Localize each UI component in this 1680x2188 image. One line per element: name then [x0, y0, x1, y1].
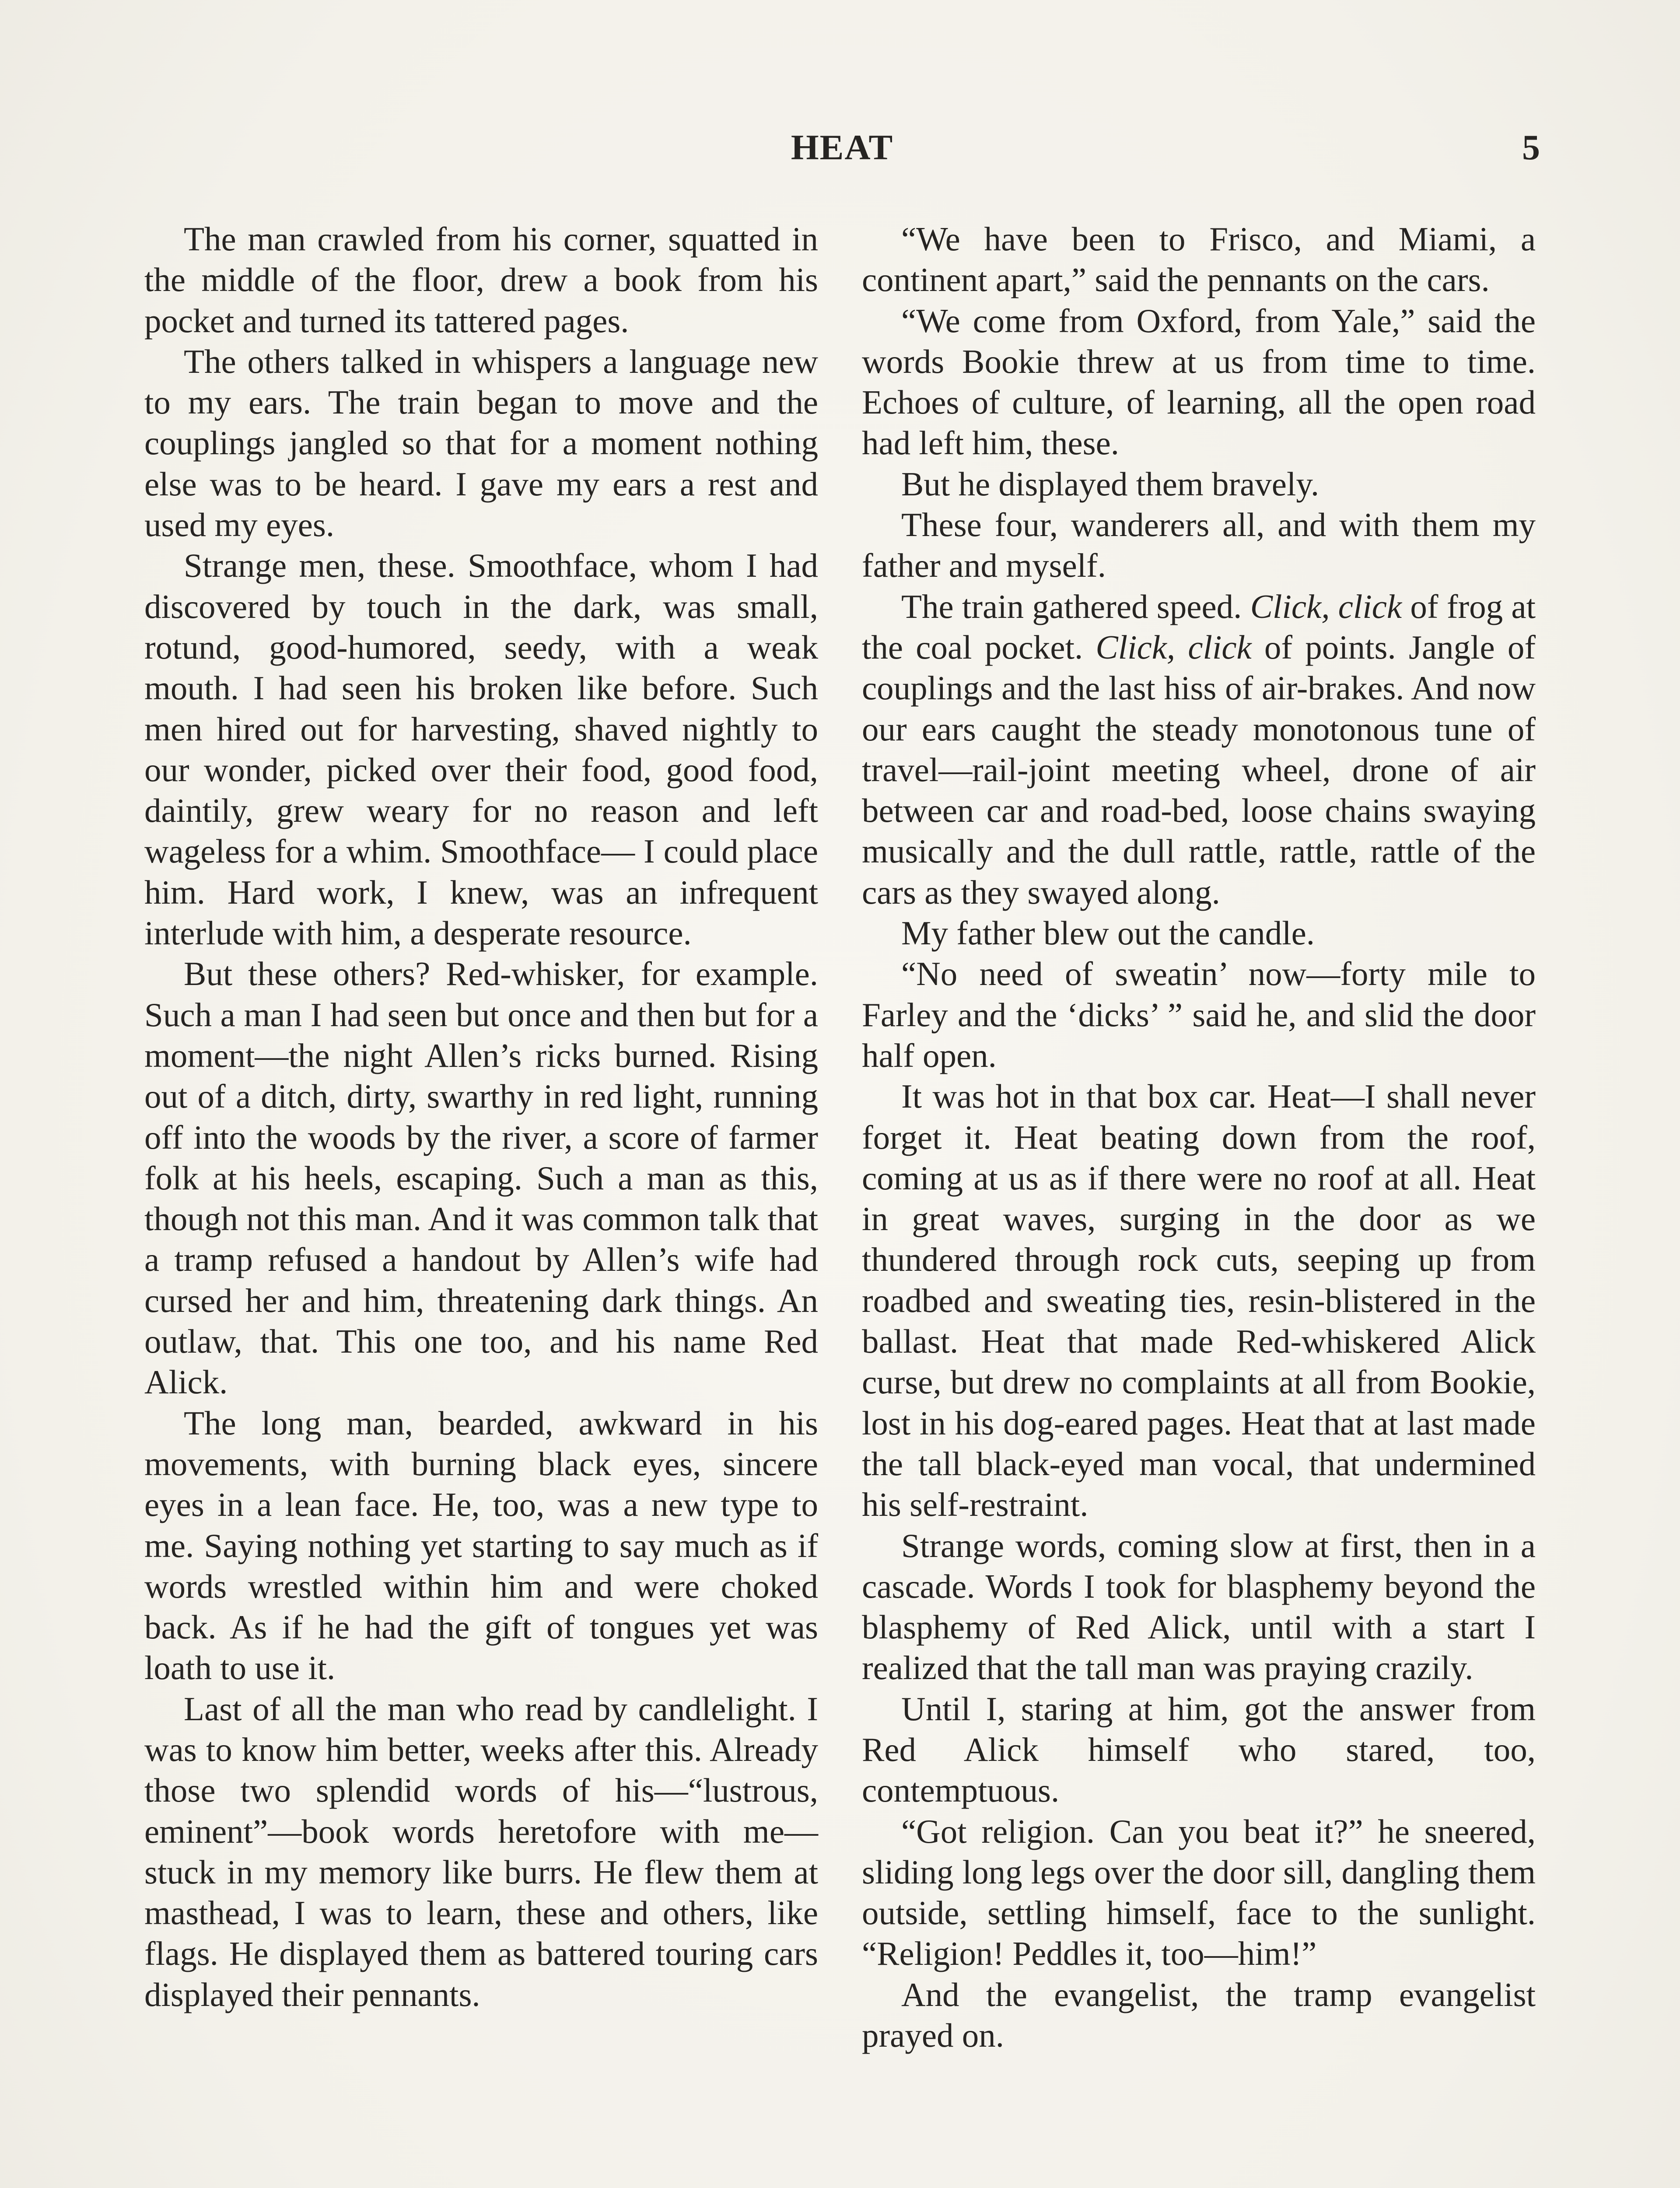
- paragraph: The man crawled from his corner, squatted in the middle of the floor, drew a book from his pocket and turned its tattered pages.: [144, 220, 818, 340]
- paragraph: But he displayed them bravely.: [901, 465, 1320, 503]
- paragraph-text: The train gathered speed.: [901, 587, 1250, 625]
- paragraph: Strange words, coming slow at first, then in a cascade. Words I took for blasphemy beyond the blasphemy of Red Alick, until with a start I realized that the tall man was praying crazily.: [862, 1526, 1536, 1687]
- paragraph: [862, 586, 1536, 913]
- paragraph: “We come from Oxford, from Yale,” said the words Bookie threw at us from time to time. Echoes of culture, of learning, all the open road had left him, these.: [862, 302, 1536, 462]
- paragraph: The long man, bearded, awkward in his movements, with burning black eyes, sincere eyes in a lean face. He, too, was a new type to me. Saying nothing yet starting to say much as if words wrestled within him and were choked back. As if he had the gift of tongues yet was loath to use it.: [144, 1404, 818, 1687]
- paragraph: And the evangelist, the tramp evangelist prayed on.: [862, 1975, 1536, 2055]
- paragraph: “Got religion. Can you beat it?” he sneered, sliding long legs over the door sill, dangling them outside, settling himself, face to the sunlight. “Religion! Peddles it, too—him!”: [862, 1812, 1536, 1973]
- paragraph: My father blew out the candle.: [901, 914, 1315, 952]
- page-header: [144, 127, 1540, 179]
- running-title: HEAT: [791, 127, 894, 167]
- paragraph: These four, wanderers all, and with them my father and myself.: [862, 506, 1536, 585]
- italic-phrase: Click, click: [1250, 587, 1402, 625]
- paragraph: Last of all the man who read by candlelight. I was to know him better, weeks after this. Already those two splendid words of his—“lustrous, eminent”—book words heretofore with me—stuck in my memory like burrs. He flew them at masthead, I was to learn, these and others, like flags. He displayed them as battered touring cars displayed their pennants.: [144, 1690, 818, 2013]
- paragraph: “We have been to Frisco, and Miami, a continent apart,” said the pennants on the cars.: [862, 220, 1536, 299]
- paragraph: But these others? Red-whisker, for example. Such a man I had seen but once and then but for a moment—the night Allen’s ricks burned. Rising out of a ditch, dirty, swarthy in red light, running off into the woods by the river, a score of farmer folk at his heels, escaping. Such a man as this, though not this man. And it was common talk that a tramp refused a handout by Allen’s wife had cursed her and him, threatening dark things. An outlaw, that. This one too, and his name Red Alick.: [144, 955, 818, 1401]
- right-column: [862, 219, 1536, 2056]
- paragraph-text: of points. Jangle of couplings and the last hiss of air-brakes. And now our ears caught the steady monotonous tune of travel—rail-joint meeting wheel, drone of air between car and road-bed, loose chains swaying musically and the dull rattle, rattle, rattle of the cars as they swayed along.: [862, 628, 1536, 911]
- left-column: [144, 219, 818, 2015]
- paragraph: Until I, staring at him, got the answer from Red Alick himself who stared, too, contemptuous.: [862, 1690, 1536, 1809]
- paragraph-text: of frog at the coal pocket.: [862, 587, 1536, 666]
- italic-phrase: Click, click: [1096, 628, 1252, 666]
- paragraph: “No need of sweatin’ now—forty mile to Farley and the ‘dicks’ ” said he, and slid the door half open.: [862, 955, 1536, 1074]
- page-number: 5: [1522, 127, 1540, 167]
- paragraph: Strange men, these. Smoothface, whom I had discovered by touch in the dark, was small, rotund, good-humored, seedy, with a weak mouth. I had seen his broken like before. Such men hired out for harvesting, shaved nightly to our wonder, picked over their food, good food, daintily, grew weary for no reason and left wageless for a whim. Smoothface— I could place him. Hard work, I knew, was an infrequent interlude with him, a desperate resource.: [144, 547, 818, 952]
- paragraph: It was hot in that box car. Heat—I shall never forget it. Heat beating down from the roof, coming at us as if there were no roof at all. Heat in great waves, surging in the door as we thundered through rock cuts, seeping up from roadbed and sweating ties, resin-blistered in the ballast. Heat that made Red-whiskered Alick curse, but drew no complaints at all from Bookie, lost in his dog-eared pages. Heat that at last made the tall black-eyed man vocal, that undermined his self-restraint.: [862, 1077, 1536, 1524]
- paragraph: The others talked in whispers a language new to my ears. The train began to move and the couplings jangled so that for a moment nothing else was to be heard. I gave my ears a rest and used my eyes.: [144, 342, 818, 544]
